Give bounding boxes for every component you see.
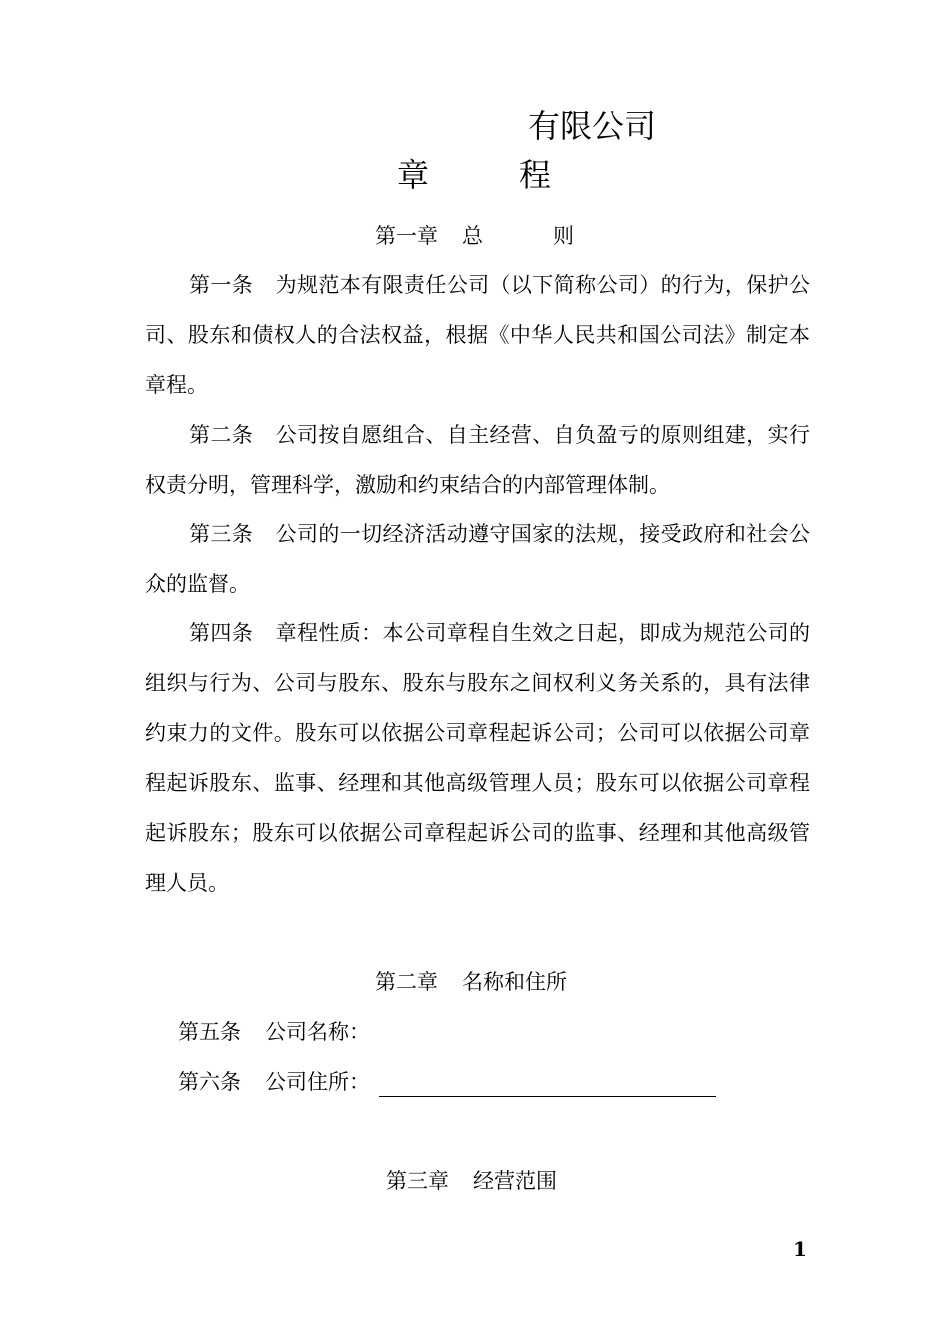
article-5 <box>178 1017 370 1047</box>
document-title-company: 有限公司 <box>528 107 657 145</box>
chapter-1-name-right: 则 <box>553 224 574 248</box>
article-3-label: 第三条 <box>189 522 254 546</box>
article-3-text: 公司的一切经济活动遵守国家的法规，接受政府和社会公众的监督。 <box>145 522 811 596</box>
article-4 <box>145 608 810 908</box>
chapter-3-label: 第三章 <box>386 1169 449 1193</box>
article-6-label: 第六条 <box>178 1070 241 1094</box>
article-2 <box>145 410 810 510</box>
chapter-2-name: 名称和住所 <box>462 970 567 994</box>
chapter-2-heading <box>375 967 567 997</box>
article-2-text: 公司按自愿组合、自主经营、自负盈亏的原则组建，实行权责分明，管理科学，激励和约束结合的内部管理体制。 <box>145 423 811 497</box>
chapter-2-label: 第二章 <box>375 970 438 994</box>
article-5-label: 第五条 <box>178 1020 241 1044</box>
chapter-1-heading <box>375 221 574 251</box>
chapter-1-label: 第一章 <box>375 224 438 248</box>
address-blank-line <box>379 1096 716 1097</box>
article-1-label: 第一条 <box>189 273 254 297</box>
article-1 <box>145 260 810 410</box>
article-2-label: 第二条 <box>189 423 254 447</box>
document-title-charter <box>397 153 551 197</box>
charter-char-2: 程 <box>519 156 552 194</box>
chapter-3-heading <box>386 1166 557 1196</box>
charter-char-1: 章 <box>397 156 430 194</box>
article-5-text: 公司名称： <box>265 1020 370 1044</box>
chapter-1-name-left: 总 <box>462 224 483 248</box>
article-1-text: 为规范本有限责任公司（以下简称公司）的行为，保护公司、股东和债权人的合法权益，根据《中华人民共和国公司法》制定本章程。 <box>145 273 811 397</box>
page-number: 1 <box>793 1237 807 1261</box>
article-6-text: 公司住所： <box>265 1070 370 1094</box>
article-4-text: 章程性质：本公司章程自生效之日起，即成为规范公司的组织与行为、公司与股东、股东与股东之间权利义务关系的，具有法律约束力的文件。股东可以依据公司章程起诉公司；公司可以依据公司章程起诉股东、监事、经理和其他高级管理人员；股东可以依据公司章程起诉股东；股东可以依据公司章程起诉公司的监事、经理和其他高级管理人员。 <box>145 621 811 895</box>
article-6 <box>178 1067 370 1097</box>
chapter-3-name: 经营范围 <box>473 1169 557 1193</box>
article-3 <box>145 509 810 609</box>
article-4-label: 第四条 <box>189 621 254 645</box>
